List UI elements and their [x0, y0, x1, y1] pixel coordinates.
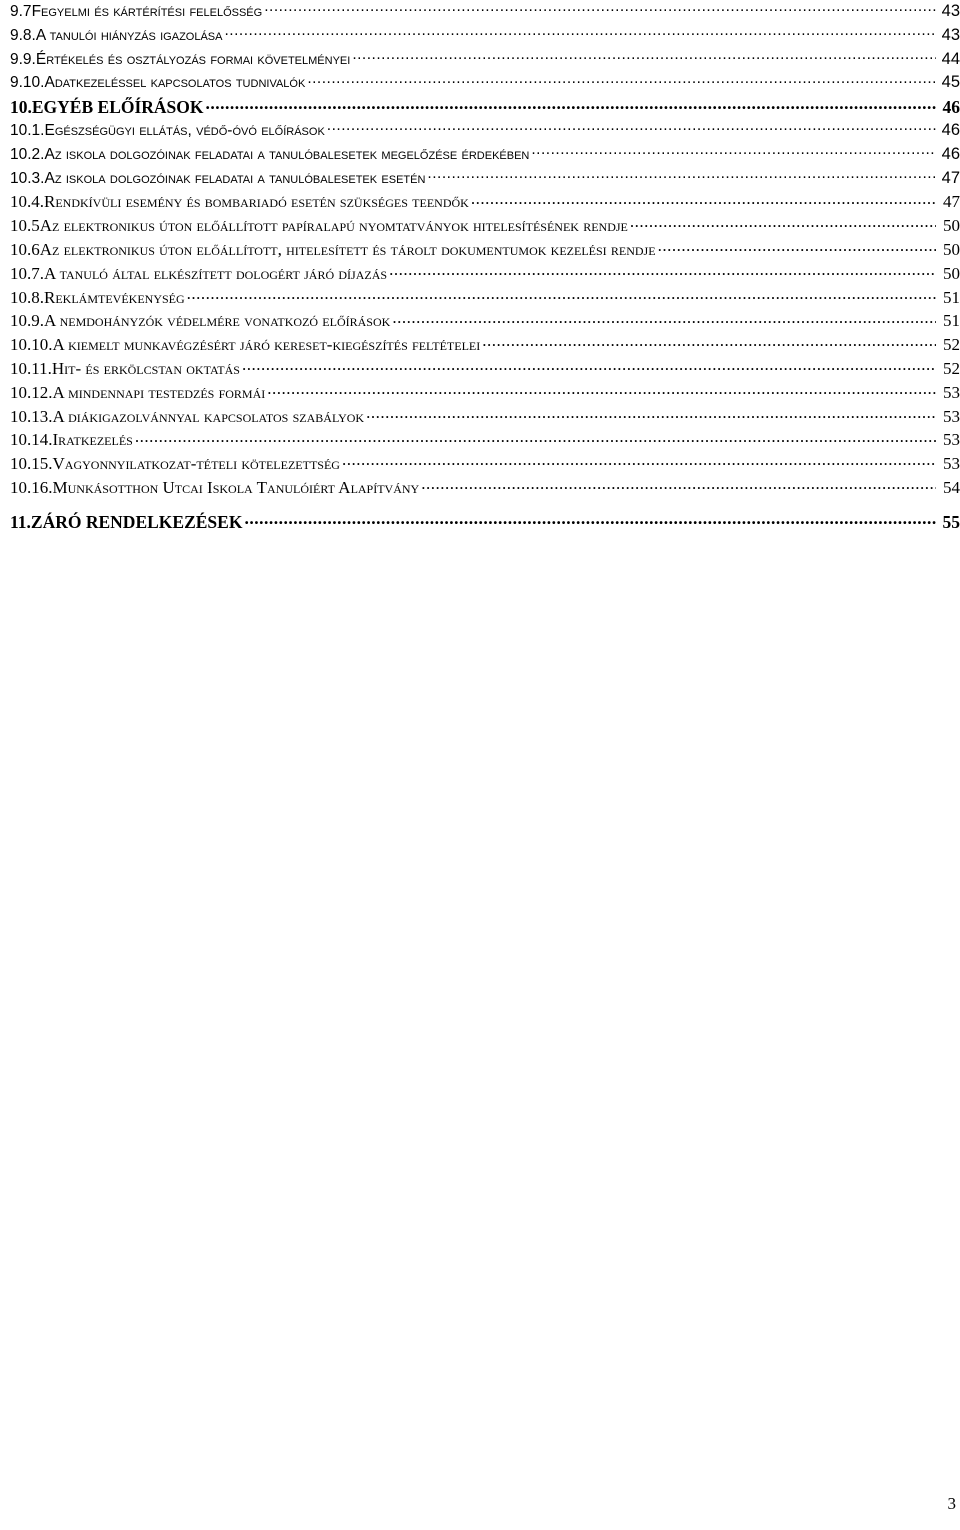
- dot-leader: [366, 405, 936, 422]
- toc-entry-number: 10.10.: [10, 335, 53, 355]
- toc-entry-title: A diákigazolvánnyal kapcsolatos szabályok: [52, 406, 365, 426]
- toc-entry-page: 44: [941, 49, 960, 68]
- toc-entry-page: 50: [943, 216, 960, 236]
- toc-entry[interactable]: [10, 405, 960, 429]
- toc-entry-title: A nemdohányzók védelmére vonatkozó előírások: [44, 311, 391, 331]
- dot-leader: [307, 72, 936, 88]
- toc-entry-page: 47: [943, 192, 960, 212]
- toc-entry-page: 55: [942, 512, 960, 533]
- dot-leader: [392, 309, 936, 326]
- toc-entry-title: Az iskola dolgozóinak feladatai a tanulóbalesetek esetén: [44, 169, 426, 187]
- toc-entry-number: 10.: [10, 96, 32, 117]
- dot-leader: [187, 286, 936, 303]
- toc-entry-number: 10.5: [10, 216, 40, 236]
- toc-entry-title: Értékelés és osztályozás formai követelményei: [35, 50, 351, 68]
- toc-entry-title: EGYÉB ELŐÍRÁSOK: [31, 96, 204, 117]
- toc-entry[interactable]: [10, 309, 960, 333]
- toc-entry[interactable]: [10, 511, 960, 535]
- toc-entry[interactable]: [10, 24, 960, 48]
- dot-leader: [342, 452, 936, 469]
- toc-entry-title: A tanulói hiányzás igazolása: [35, 26, 223, 44]
- toc-entry[interactable]: [10, 452, 960, 476]
- dot-leader: [658, 238, 936, 255]
- toc-entry-page: 53: [943, 430, 960, 450]
- toc-entry-title: Adatkezeléssel kapcsolatos tudnivalók: [44, 74, 306, 92]
- toc-entry-number: 10.12.: [10, 382, 53, 402]
- dot-leader: [427, 167, 936, 183]
- toc-entry[interactable]: [10, 262, 960, 286]
- toc-entry[interactable]: [10, 119, 960, 143]
- dot-leader: [206, 95, 936, 113]
- toc-entry-number: 10.4.: [10, 192, 44, 212]
- toc-entry-title: Reklámtevékenység: [44, 287, 185, 307]
- toc-entry-title: ZÁRÓ RENDELKEZÉSEK: [30, 512, 243, 533]
- toc-entry-number: 10.3.: [10, 169, 45, 187]
- dot-leader: [482, 333, 936, 350]
- toc-entry-number: 10.13.: [10, 406, 53, 426]
- table-of-contents: [10, 0, 960, 535]
- toc-entry[interactable]: [10, 476, 960, 500]
- toc-entry-number: 10.14.: [10, 430, 53, 450]
- dot-leader: [630, 214, 936, 231]
- toc-entry[interactable]: [10, 167, 960, 191]
- dot-leader: [389, 262, 936, 279]
- toc-entry[interactable]: [10, 214, 960, 238]
- toc-entry[interactable]: [10, 357, 960, 381]
- toc-entry-page: 53: [943, 406, 960, 426]
- toc-entry-page: 46: [941, 120, 960, 139]
- toc-entry-title: Hit- és erkölcstan oktatás: [51, 358, 240, 378]
- toc-entry-number: 10.15.: [10, 454, 53, 474]
- toc-entry-number: 10.1.: [10, 121, 45, 139]
- toc-entry-title: Az elektronikus úton előállított papíralapú nyomtatványok hitelesítésének rendje: [39, 216, 628, 236]
- toc-entry-page: 52: [943, 335, 960, 355]
- toc-entry-number: 10.16.: [10, 477, 53, 497]
- toc-entry-title: Az elektronikus úton előállított, hitelesített és tárolt dokumentumok kezelési rendje: [39, 239, 656, 259]
- toc-entry-number: 10.6: [10, 239, 40, 259]
- toc-entry-number: 10.8.: [10, 287, 44, 307]
- toc-entry-page: 43: [941, 25, 960, 44]
- toc-entry-number: 9.9.: [10, 50, 36, 68]
- toc-entry[interactable]: [10, 381, 960, 405]
- toc-entry-number: 9.10.: [10, 74, 45, 92]
- toc-entry-page: 53: [943, 382, 960, 402]
- toc-entry-page: 46: [942, 96, 960, 117]
- toc-entry-title: Vagyonnyilatkozat-tételi kötelezettség: [52, 454, 340, 474]
- dot-leader: [224, 24, 936, 40]
- toc-entry[interactable]: [10, 71, 960, 95]
- dot-leader: [471, 190, 936, 207]
- toc-entry-number: 11.: [10, 512, 31, 533]
- toc-entry-number: 10.2.: [10, 145, 45, 163]
- toc-entry-page: 54: [943, 477, 960, 497]
- toc-entry[interactable]: [10, 95, 960, 119]
- toc-entry-title: A kiemelt munkavégzésért járó kereset-kiegészítés feltételei: [52, 335, 481, 355]
- toc-entry-page: 51: [943, 287, 960, 307]
- toc-entry-number: 10.7.: [10, 263, 44, 283]
- toc-entry-number: 10.11.: [10, 358, 52, 378]
- toc-entry-title: Iratkezelés: [52, 430, 133, 450]
- toc-entry-page: 47: [941, 168, 960, 187]
- toc-entry-title: A mindennapi testedzés formái: [52, 382, 266, 402]
- toc-entry-number: 10.9.: [10, 311, 44, 331]
- toc-entry[interactable]: [10, 286, 960, 310]
- toc-entry-page: 43: [941, 2, 960, 20]
- toc-entry-page: 50: [943, 263, 960, 283]
- dot-leader: [264, 1, 936, 17]
- dot-leader: [244, 511, 936, 529]
- dot-leader: [421, 476, 936, 493]
- toc-entry-page: 52: [943, 358, 960, 378]
- page-number: 3: [947, 1494, 956, 1513]
- toc-entry-page: 46: [941, 144, 960, 163]
- toc-entry-page: 50: [943, 239, 960, 259]
- toc-entry[interactable]: [10, 0, 960, 24]
- dot-leader: [267, 381, 936, 398]
- toc-entry[interactable]: [10, 190, 960, 214]
- toc-entry-title: A tanuló által elkészített dologért járó díjazás: [44, 263, 388, 283]
- dot-leader: [242, 357, 936, 374]
- toc-entry[interactable]: [10, 428, 960, 452]
- toc-entry-title: Egészségügyi ellátás, védő-óvó előírások: [44, 121, 325, 139]
- toc-entry-number: 9.8.: [10, 26, 36, 44]
- dot-leader: [531, 143, 936, 159]
- dot-leader: [135, 428, 936, 445]
- dot-leader: [352, 48, 936, 64]
- toc-entry-page: 51: [943, 311, 960, 331]
- toc-entry-title: Az iskola dolgozóinak feladatai a tanulóbalesetek megelőzése érdekében: [44, 145, 530, 163]
- toc-entry[interactable]: [10, 143, 960, 167]
- toc-entry[interactable]: [10, 48, 960, 72]
- toc-entry-number: 9.7: [10, 3, 32, 20]
- toc-entry-title: Munkásotthon Utcai Iskola Tanulóiért Alapítvány: [52, 477, 420, 497]
- toc-entry-page: 45: [941, 73, 960, 92]
- toc-entry-title: Fegyelmi és kártérítési felelősség: [31, 3, 263, 20]
- toc-entry-page: 53: [943, 454, 960, 474]
- toc-entry[interactable]: [10, 238, 960, 262]
- toc-entry-title: Rendkívüli esemény és bombariadó esetén szükséges teendők: [44, 192, 469, 212]
- toc-entry[interactable]: [10, 333, 960, 357]
- dot-leader: [327, 119, 936, 135]
